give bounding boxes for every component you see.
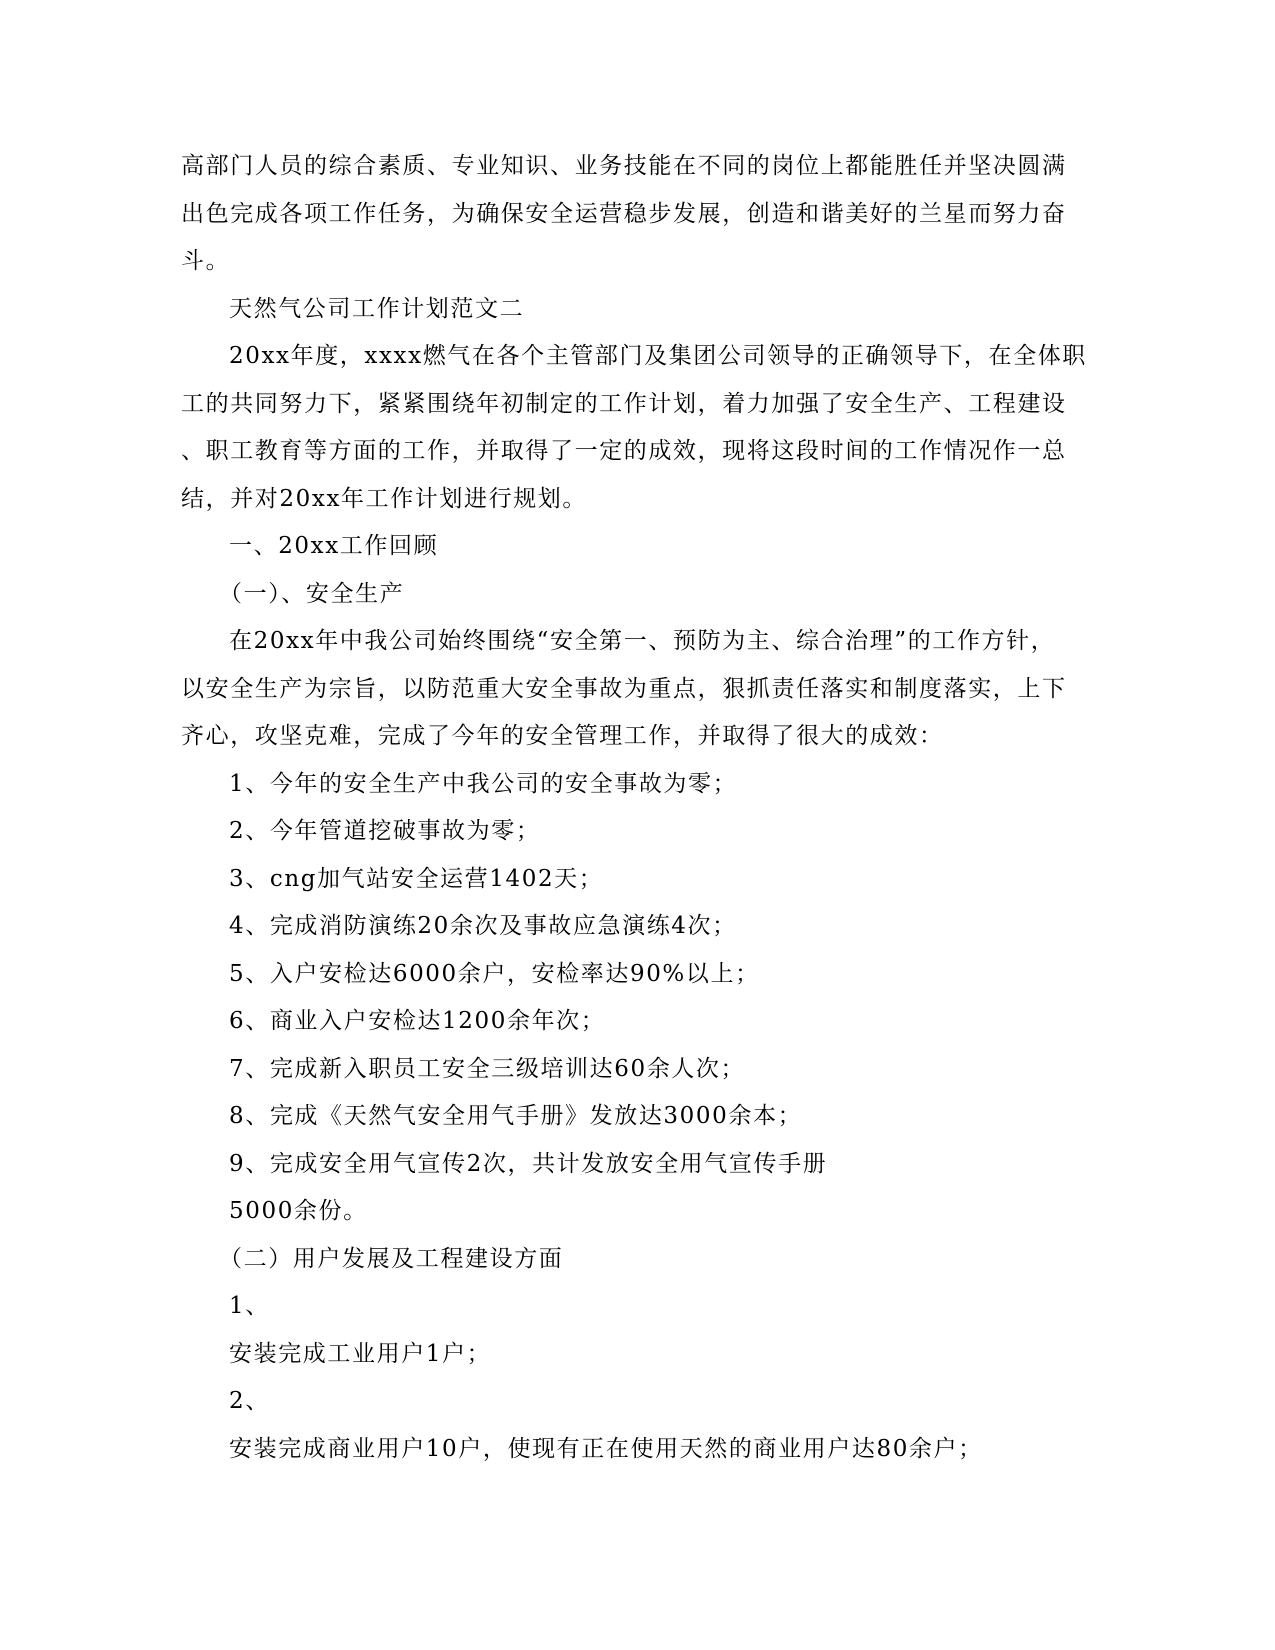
list-item: 4、完成消防演练20余次及事故应急演练4次； (229, 913, 737, 939)
list-item: 5、入户安检达6000余户，安检率达90%以上； (229, 960, 760, 987)
paragraph-line: 斗。 (181, 248, 231, 274)
paragraph-line: 在20xx年中我公司始终围绕“安全第一、预防为主、综合治理”的工作方针， (229, 628, 1056, 654)
paragraph-line: 出色完成各项工作任务，为确保安全运营稳步发展，创造和谐美好的兰星而努力奋 (181, 200, 1067, 227)
heading-safety: （一）、安全生产 (219, 580, 405, 607)
paragraph-line: 结，并对20xx年工作计划进行规划。 (181, 485, 588, 512)
paragraph-line: 20xx年度，xxxx燃气在各个主管部门及集团公司领导的正确领导下，在全体职 (229, 343, 1087, 369)
list-item: 1、今年的安全生产中我公司的安全事故为零； (229, 770, 738, 797)
paragraph-line: 高部门人员的综合素质、专业知识、业务技能在不同的岗位上都能胜任并坚决圆满 (181, 153, 1067, 179)
list-item-continuation: 5000余份。 (229, 1198, 368, 1224)
paragraph-line: 齐心，攻坚克难，完成了今年的安全管理工作，并取得了很大的成效： (181, 723, 944, 749)
document-body (181, 143, 1087, 1473)
paragraph-line: 、职工教育等方面的工作，并取得了一定的成效，现将这段时间的工作情况作一总 (181, 438, 1067, 464)
list-item: 8、完成《天然气安全用气手册》发放达3000余本； (229, 1103, 803, 1129)
list-item-continuation: 安装完成工业用户1户； (229, 1340, 492, 1367)
section-title: 天然气公司工作计划范文二 (229, 295, 525, 322)
list-item: 7、完成新入职员工安全三级培训达60余人次； (229, 1055, 746, 1082)
list-item: 1、 (229, 1293, 270, 1319)
paragraph-line: 以安全生产为宗旨，以防范重大安全事故为重点，狠抓责任落实和制度落实，上下 (181, 675, 1067, 702)
heading-user-development: （二）用户发展及工程建设方面 (219, 1245, 564, 1272)
heading-review: 一、20xx工作回顾 (229, 533, 439, 559)
list-item: 2、今年管道挖破事故为零； (229, 818, 541, 844)
list-item: 3、cng加气站安全运营1402天； (229, 865, 604, 892)
list-item: 9、完成安全用气宣传2次，共计发放安全用气宣传手册 (229, 1150, 828, 1177)
list-item: 6、商业入户安检达1200余年次； (229, 1008, 606, 1034)
list-item-continuation: 安装完成商业用户10户，使现有正在使用天然的商业用户达80余户； (229, 1435, 983, 1462)
paragraph-line: 工的共同努力下，紧紧围绕年初制定的工作计划，着力加强了安全生产、工程建设 (181, 390, 1067, 417)
list-item: 2、 (229, 1388, 270, 1414)
